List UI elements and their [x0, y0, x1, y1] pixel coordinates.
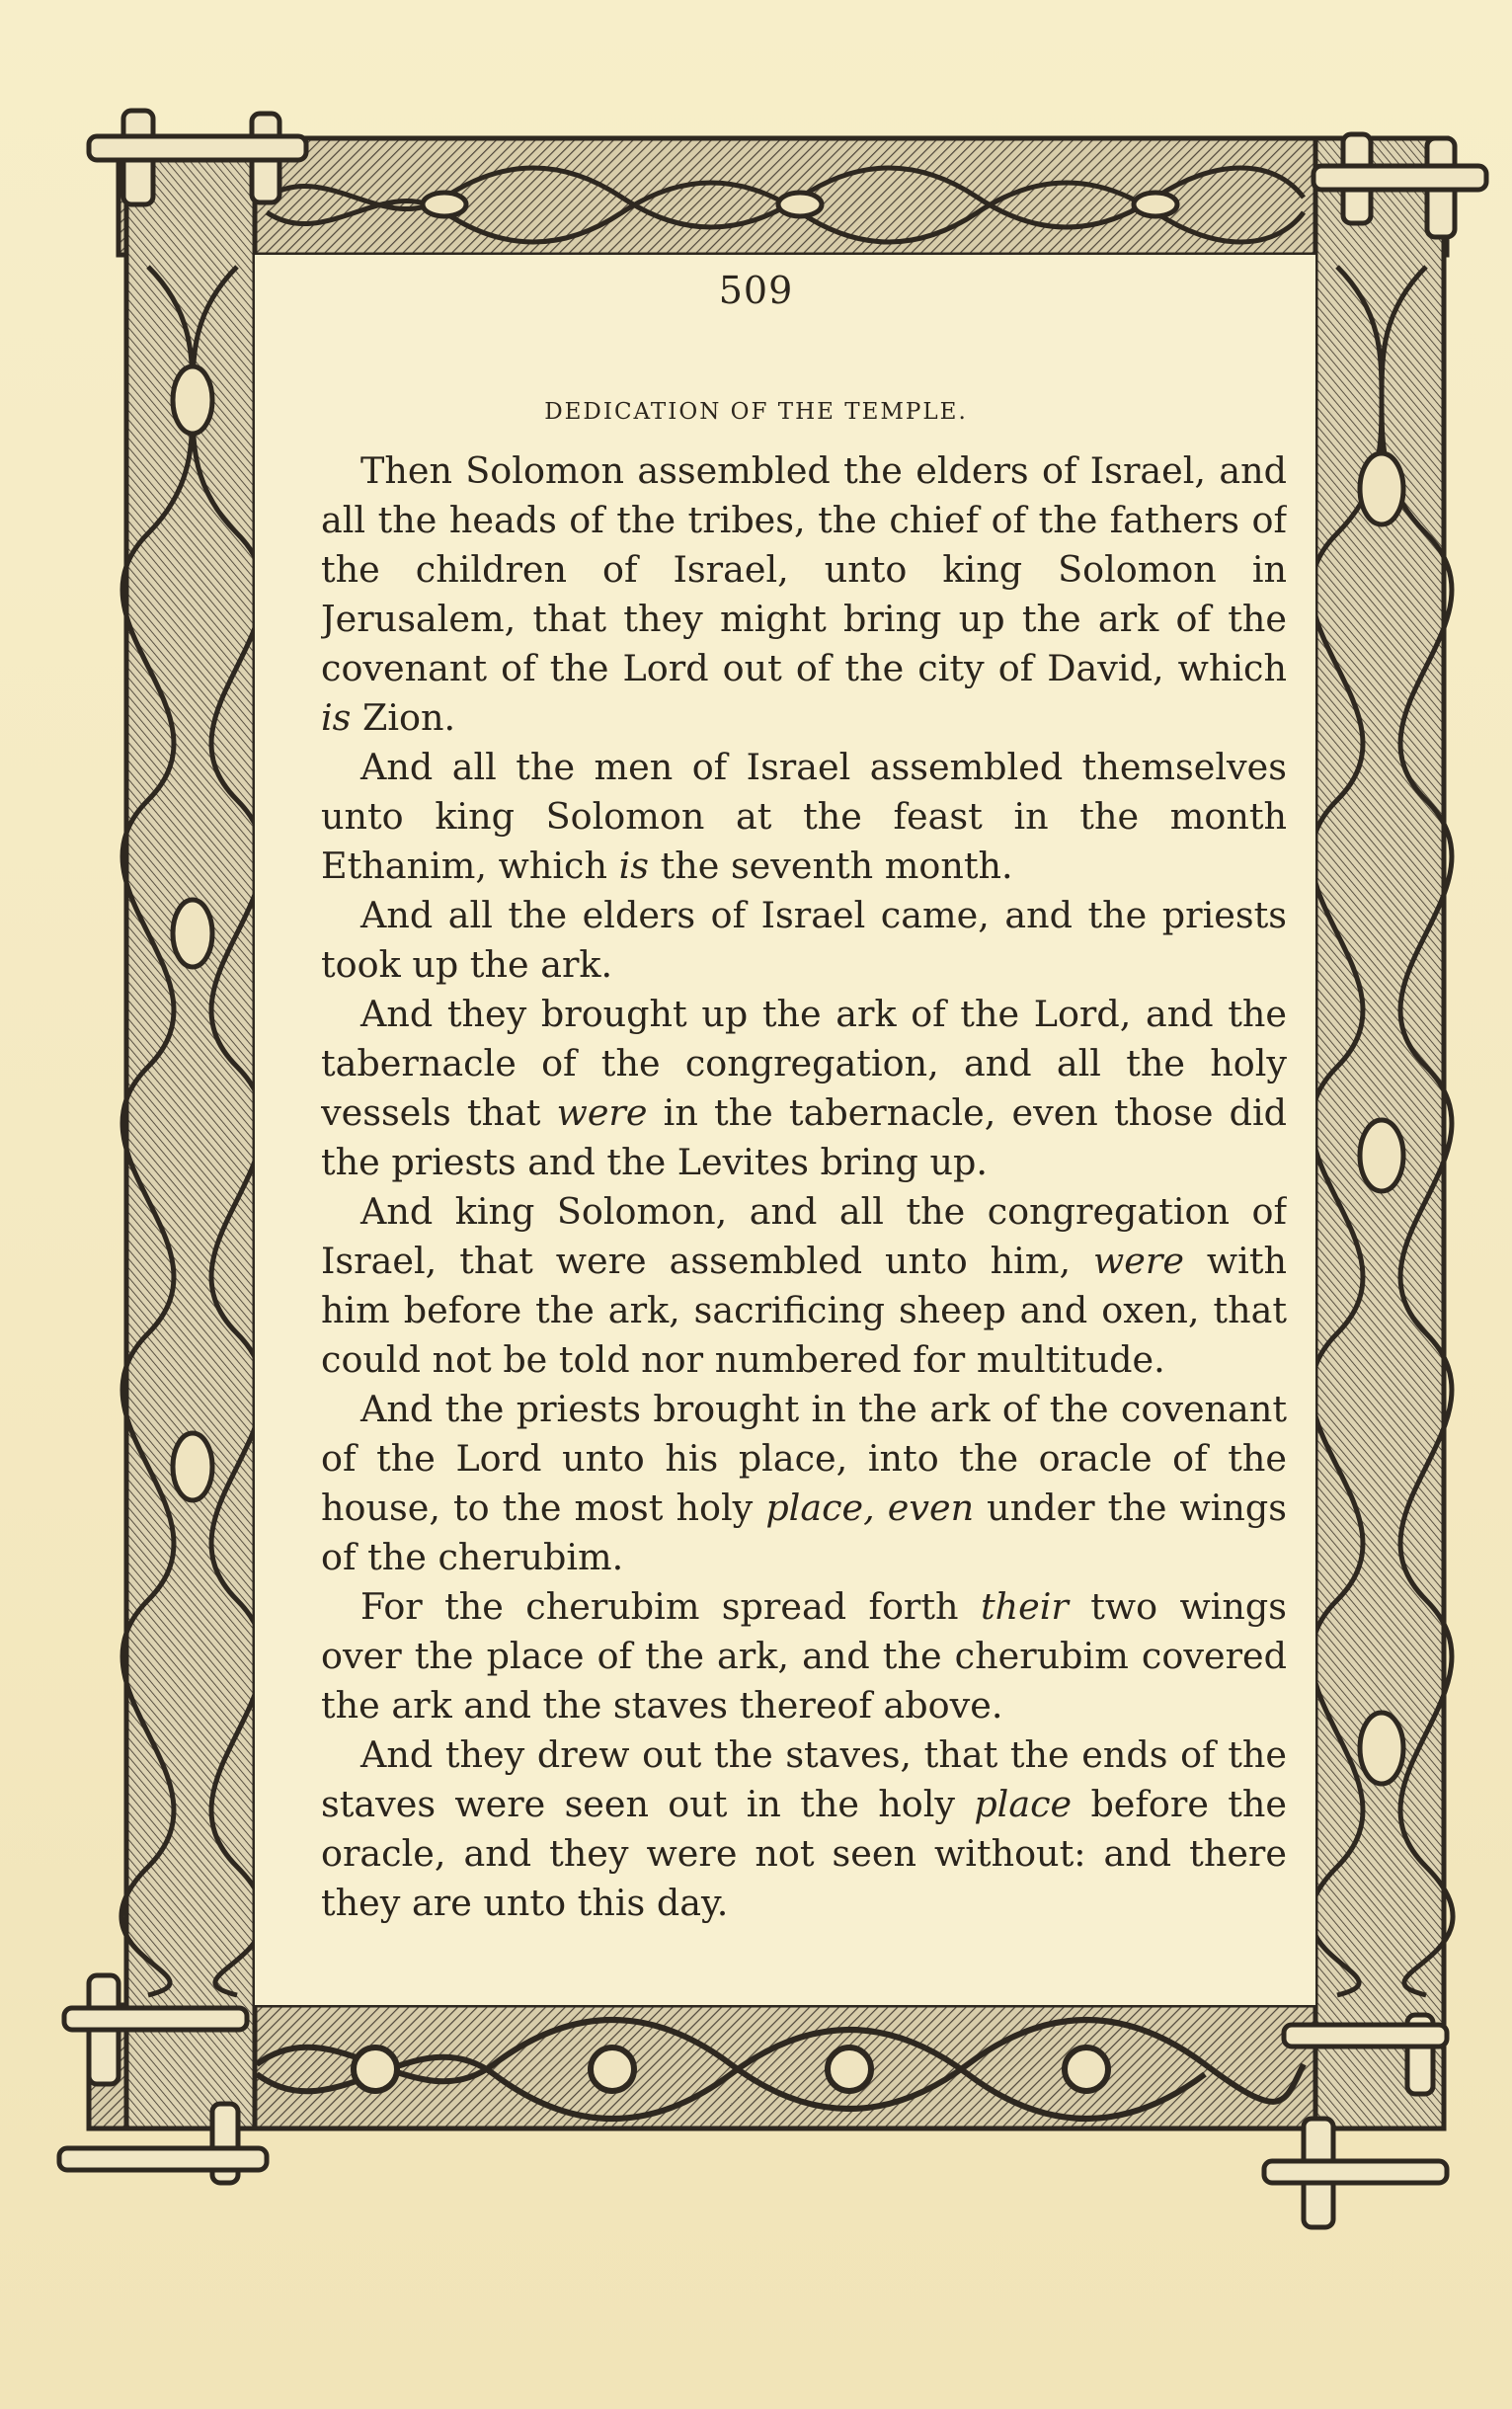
italic-run: is: [321, 696, 352, 739]
paragraph: [321, 1582, 1287, 1730]
italic-run: place: [974, 1783, 1073, 1825]
paragraph: [321, 1730, 1287, 1928]
text-run: two wings over the place of the ark, and the cherubim covered the ark and the staves thereof above.: [321, 1585, 1287, 1726]
paragraph: [321, 1187, 1287, 1385]
text-run: under the wings of the cherubim.: [321, 1486, 1287, 1578]
text-run: And all the elders of Israel came, and the priests took up the ark.: [321, 894, 1287, 986]
page-number: 509: [718, 269, 794, 312]
body-text: [321, 446, 1287, 1987]
italic-run: place, even: [765, 1486, 975, 1529]
italic-run: were: [556, 1091, 648, 1134]
text-run: before the oracle, and they were not seen without: and there they are unto this day.: [321, 1783, 1287, 1924]
chapter-heading: DEDICATION OF THE TEMPLE.: [544, 399, 968, 425]
italic-run: is: [618, 844, 649, 887]
text-run: And they drew out the staves, that the ends of the staves were seen out in the holy: [321, 1733, 1287, 1825]
text-run: And king Solomon, and all the congregation of Israel, that were assembled unto him,: [321, 1190, 1287, 1282]
text-run: Then Solomon assembled the elders of Israel, and all the heads of the tribes, the chief of the fathers of the children of Israel, unto king Solomon in Jerusalem, that they might bring up the ark of the covenant of the Lord out of the city of David, which: [321, 449, 1287, 689]
text-run: in the tabernacle, even those did the priests and the Levites bring up.: [321, 1091, 1287, 1183]
text-run: with him before the ark, sacrificing sheep and oxen, that could not be told nor numbered for multitude.: [321, 1240, 1287, 1381]
paragraph: [321, 990, 1287, 1187]
paragraph: [321, 891, 1287, 990]
italic-run: their: [980, 1585, 1069, 1628]
paragraph: [321, 743, 1287, 891]
text-run: And all the men of Israel assembled themselves unto king Solomon at the feast in the month Ethanim, which: [321, 746, 1287, 887]
paragraph: [321, 446, 1287, 743]
text-run: For the cherubim spread forth: [360, 1585, 981, 1628]
text-run: And the priests brought in the ark of the covenant of the Lord unto his place, into the oracle of the house, to the most holy: [321, 1388, 1287, 1529]
border-bottom: [89, 2005, 1417, 2128]
italic-run: were: [1093, 1240, 1184, 1282]
paragraph: [321, 1385, 1287, 1582]
text-run: And they brought up the ark of the Lord, and the tabernacle of the congregation, and all the holy vessels that: [321, 993, 1287, 1134]
text-run: the seventh month.: [648, 844, 1013, 887]
text-run: Zion.: [351, 696, 456, 739]
